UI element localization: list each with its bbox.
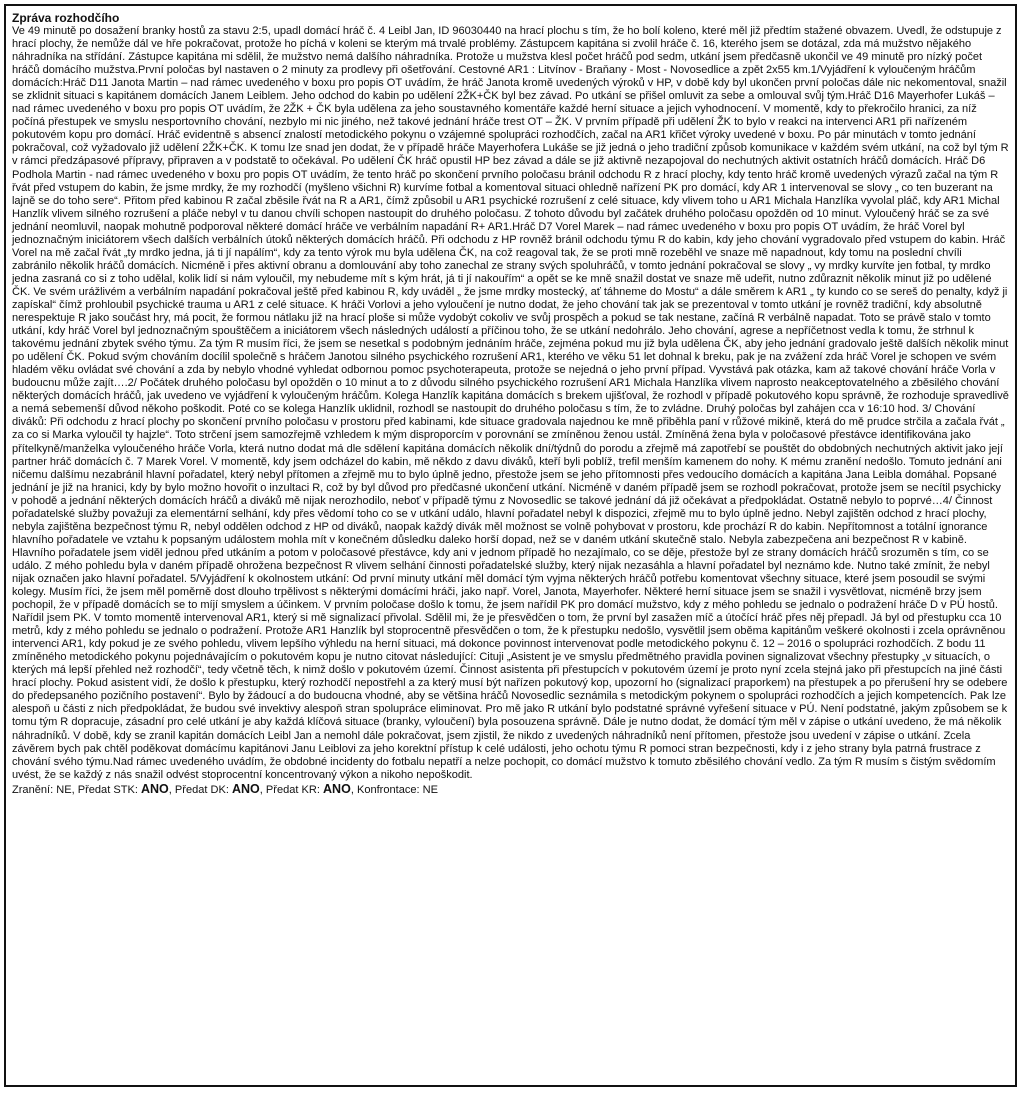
report-title: Zpráva rozhodčího — [12, 11, 120, 25]
stk-label: Předat STK: — [77, 783, 141, 796]
confrontation-value: NE — [422, 783, 439, 796]
separator: , — [168, 783, 175, 796]
injury-label: Zranění: — [12, 783, 57, 796]
confrontation-label: Konfrontace: — [356, 783, 423, 796]
report-body-text: Ve 49 minutě po dosažení branky hostů za stavu 2:5, upadl domácí hráč č. 4 Leibl Jan, ID 96030440 na hrací plochu s tím, že ho bolí koleno, které měl již předtím stažené obvazem. Uvedl, že odstupuje z hrací plochy, že nemůže dál ve hře pokračovat, protože ho píchá v koleni se kterým má trvalé problémy. Zástupcem kapitána si zvolil hráče č. 16, kterého jsem se dotázal, zda má mužstvo nějakého náhradníka na střídání. Zástupce kapitána mi sdělil, že mužstvo nemá dalšího náhradníka. Protože u mužstva klesl počet hráčů pod sedm, utkání jsem předčasně ukončil ve 49 minutě pro nízký počet hráčů domácího mužstva.První poločas byl nastaven o 2 minuty za prodlevy při ošetřování. Cestovné AR1 : Litvínov - Braňany - Most - Novosedlice a zpět 2x55 km.1/Vyjádření k vyloučeným hráčům domácích:Hráč D11 Janota Martin – nad rámec uvedeného v boxu pro popis OT uvádím, že hráč Janota kromě uvedených výroků v HP, v době kdy byl ukončen první poločas dále nic nekomentoval, snažil se zklidnit situaci s kapitánem domácích Janem Leiblem. Jeho odchod do kabin po udělení 2ŽK+ČK byl bez závad. Po utkání se přišel omluvit za sebe a omlouval svůj tým.Hráč D16 Mayerhofer Lukáš – nad rámec uvedeného v boxu pro popis OT uvádím, že 2ŽK + ČK byla udělena za jeho soustavného komentáře každé herní situace a jejich vyhodnocení. V momentě, kdy to překročilo hranici, za níž počíná přestupek ve smyslu nesportovního chování, nezbylo mi nic jiného, než takové jednání hráče trest OT – ŽK. V prvním případě při udělení ŽK to bylo v reakci na intervenci AR1 při nařízeném pokutovém kopu pro domácí. Hráč evidentně s absencí znalostí metodického pokynu o vzájemné spolupráci rozhodčích, začal na AR1 křičet výroky uvedené v boxu. Po pár minutách v tomto jednání pokračoval, což vyžadovalo již udělení 2ŽK+ČK. K tomu lze snad jen dodat, že v případě hráče Mayerhofera Lukáše se již jedná o jeho tradiční způsob komunikace v každém svém utkání, na což byl tým R v rámci předzápasové přípravy, připraven a v podstatě to očekával. Po udělení ČK hráč opustil HP bez závad a dále se již aktivně nezapojoval do nechutných aktivit ostatních hráčů domácích. Hráč D6 Podhola Martin - nad rámec uvedeného v boxu pro popis OT uvádím, že tento hráč po skončení prvního poločasu bránil odchodu R z hrací plochy, kdy tento hráč kromě uvedených výrazů začal na tým R řvát před vstupem do kabin, že jsme mrdky, že my rozhodčí (myšleno všichni R) kurvíme fotbal a komentoval situaci ohledně nařízení PK pro domácí, kdy AR 1 intervenoval se slovy „ co ten buzerant na lajně se do toho sere“. Přitom před kabinou R začal zběsile řvát na R a AR1, čímž způsobil u AR1 psychické rozrušení z celé situace, kdy vlivem toho u AR1 Michala Hanzlíka vyvolal pláč, kdy AR1 Michal Hanzlík vlivem silného rozrušení a pláče nebyl v tu danou chvíli schopen nastoupit do druhého poločasu. Z tohoto důvodu byl začátek druhého poločasu opožděn od 10 minut. Vyloučený hráč se za své jednání neomluvil, naopak mohutně podporoval některé domácí hráče ve verbálním napadání R+ AR1.Hráč D7 Vorel Marek – nad rámec uvedeného v boxu pro popis OT uvádím, že hráč Vorel byl jednoznačným iniciátorem všech dalších verbálních útoků některých domácích hráčů. Při odchodu z HP rovněž bránil odchodu týmu R do kabin, kdy jeho chování vygradovalo před vstupem do kabin. Hráč Vorel na mě začal řvát „ty mrdko jedna, já ti jí napálím“, kdy za tento výrok mu byla udělena ČK, na což reagoval tak, že se proti mně rozeběhl ve snaze mě napadnout, kdy tomu na poslední chvíli zabránilo několik hráčů domácích. Nicméně i přes aktivní obranu a domlouvání aby toho zanechal ze strany svých spoluhráčů, v tomto jednání pokračoval se slovy „ vy mrdky kurvíte jen fotbal, ty mrdko jedna zasraná co si z toho udělal, kolik lidí si nám vyloučil, my nebudeme mít s kým hrát, já ti jí nakouřím“ a opět se ke mně snažil dostat ve snaze mě udeřit, nutno zdůraznit několik minut již po udělené ČK. Ve svém urážlivém a verbálním napadání pokračoval ještě před kabinou R, kdy uváděl „ že jsme mrdky mostecký, ať táhneme do Mostu“ a dále směrem k AR1 „ ty kundo co se sereš do penalty, když ji zapískal“ čímž prohloubil psychické trauma u AR1 z celé situace. K hráči Vorlovi a jeho vyloučení je nutno dodat, že jeho chování tak jak se prezentoval v tomto utkání je rovněž tradiční, kdy absolutně nerespektuje R jako součást hry, má pocit, že formou nátlaku již na hrací ploše si může vydobýt cokoliv ve svůj prospěch a pokud se tak nestane, začíná R verbálně napadat. Toto se právě stalo v tomto utkání, kdy hráč Vorel byl jednoznačným spouštěčem a iniciátorem všech následných událostí a příčinou toho, že se utkání nedohrálo. Jeho chování, agrese a nepříčetnost vedla k tomu, že strhnul k takovému jednání zbytek svého týmu. Za tým R musím říci, že jsem se nesetkal s podobným jednáním hráče, zejména pokud mu již byla udělena ČK, aby jeho jednání gradovalo ještě dalších několik minut po udělení ČK. Pokud svým chováním docílil společně s hráčem Janotou silného psychického rozrušení AR1, kterého ve věku 51 let dohnal k breku, pak je na zvážení zda hráč Vorel je schopen ve svém hladém věku ovládat své chování a zda by nebylo vhodné vyhledat odbornou pomoc psychoterapeuta, protože se nejedná o jeho první případ. Vyvstává pak otázka, kam až takové chování hráče Vorla v budoucnu může zajít….2/ Počátek druhého poločasu byl opožděn o 10 minut a to z důvodu silného psychického rozrušení AR1 Michala Hanzlíka vlivem naprosto neakceptovatelného a zběsilého chování některých domácích hráčů, jak uvedeno ve vyjádření k vyloučeným hráčům. Kolega Hanzlík kapitána domácích s brekem ujišťoval, že rozhodl v případě pokutového kopu správně, že rozhoduje spravedlivě a nemá sebemenší důvod někoho poškodit. Poté co se kolega Hanzlík uklidnil, rozhodl se nastoupit do druhého poločasu s tím, že to zvládne. Druhý poločas byl zahájen cca v 16:10 hod. 3/ Chování diváků: Při odchodu z hrací plochy po skončení prvního poločasu v prostoru před kabinami, kde situace gradovala najednou ke mně přiběhla paní v růžové mikině, která do mě prudce strčila a začala řvát „ za co si Marka vyloučil ty hajzle“. Toto strčení jsem samozřejmě vzhledem k mým disproporcím v porovnání se zmíněnou ženou ustál. Zmíněná žena byla v poločasové přestávce identifikována jako přítelkyně/manželka vyloučeného hráče Vorla, která nutno dodat má dle sdělení kapitána domácích několik dní/týdnů do porodu a zřejmě má zapotřebí se pouštět do obdobných nechutných aktivit jako její partner hráč domácích č. 7 Marek Vorel. V momentě, kdy jsem odcházel do kabin, mě někdo z davu diváků, kteří byli poblíž, trefil menším kamenem do nohy. K mému zranění nedošlo. Tomuto jednání ani ničemu dalšímu nezabránil hlavní pořadatel, který nebyl přítomen a zřejmě mu to bylo úplně jedno, přestože jsem se jeho přítomnosti přes vedoucího domácích a kapitána Jana Leibla domáhal. Popsané jednání je již na hranici, kdy by bylo možno hovořit o inzultaci R, což by byl důvod pro předčasné ukončení utkání. Nicméně v daném případě jsem se rozhodl pokračovat, protože jsem se necítil psychicky v pohodě a jednání některých domácích hráčů a diváků mě nijak nerozhodilo, neboť v případě týmu z Novosedlic se takové jednání dá již očekávat a předpokládat. Ostatně nebylo to poprvé…4/ Činnost pořadatelské služby považuji za elementární selhání, kdy přes vědomí toho co se v utkání událo, hlavní pořadatel nebyl k dispozici, zřejmě mu to bylo úplně jedno. Nebyl zajištěn odchod z hrací plochy, nebyla zajištěna bezpečnost týmu R, nebyl oddělen odchod z HP od diváků, naopak každý divák měl možnost se volně pohybovat v prostoru, kde prochází R do kabin. Nepřítomnost a totální ignorance hlavního pořadatele ve vztahu k popsaným událostem mohla mít v konečném důsledku daleko horší dopad, než se v daném utkání skutečně stalo. Nebyla zabezpečena ani bezpečnost R v kabině. Hlavního pořadatele jsem viděl jednou před utkáním a potom v poločasové přestávce, kdy ani v jednom případě ho nezajímalo, co se děje, přestože byl ze strany domácích hráčů srozuměn s tím, co se událo. Z mého pohledu byla v daném případě ohrožena bezpečnost R vlivem selhání činnosti pořadatelské služby, který nijak nezasáhla a hlavní pořadatel byl neznámo kde. Nutno také zmínit, že nebyl nijak označen jako hlavní pořadatel. 5/Vyjádření k okolnostem utkání: Od první minuty utkání měl domácí tým vyjma některých hráčů potřebu komentovat všechny situace, které jsem posoudil se svými kolegy. Musím říci, že jsem měl poměrně dost dlouho trpělivost s některými domácími hráči, jako např. Vorel, Janota, Mayerhofer. Některé herní situace jsem se snažil i vysvětlovat, nicméně brzy jsem pochopil, že v případě domácích se to míjí smyslem a účinkem. V prvním poločase došlo k tomu, že jsem nařídil PK pro domácí mužstvo, kdy z mého pohledu se jednalo o podražení hráče D v PÚ hostů. Nařídil jsem PK. V tomto momentě intervenoval AR1, který si mě signalizací přivolal. Sdělil mi, že je přesvědčen o tom, že první byl zasažen míč a útočící hráč přes něj přepadl. Já byl od přestupku cca 10 metrů, kdy z mého pohledu se jednalo o podražení. Protože AR1 Hanzlík byl stoprocentně přesvědčen o tom, že k přestupku nedošlo, vysvětlil jsem oběma kapitánům veškeré okolnosti i zcela oprávněnou intervenci AR1, kdy pokud je ze svého pohledu, vlivem lepšího výhledu na herní situaci, má dokonce povinnost intervenovat podle metodického pokynu č. 12 – 2016 o spolupráci rozhodčích. Z bodu 11 zmíněného metodického pokynu pojednávajícím o pokutovém kopu je nutno citovat následující: Cituji „Asistent je ve smyslu předmětného pravidla povinen signalizovat všechny přestupky „v situacích, o kterých má lepší přehled než rozhodčí“, tedy včetně těch, k nimž došlo v pokutovém území. Činnost asistenta při přestupcích v pokutovém území je proto nyní zcela stejná jako při přestupcích na jiné části hrací plochy. Pokud asistent vidí, že došlo k přestupku, který rozhodčí nepostřehl a za který musí být nařízen pokutový kop, upozorní ho (signalizací praporkem) na přestupek a po přerušení hry se odebere do předepsaného pozičního postavení“. Bylo by žádoucí a do budoucna vhodné, aby se většina hráčů Novosedlic seznámila s metodickým pokynem o spolupráci rozhodčích a jejich kompetencích. Pak lze alespoň u části z nich předpokládat, že budou své invektivy alespoň stran spolupráce eliminovat. Pro mě jako R utkání bylo podstatné správné vyřešení situace v PÚ. Není podstatné, jakým způsobem se k tomu tým R dopracuje, zásadní pro celé utkání je aby každá klíčová situace (branky, vyloučení) byla posouzena správně. Dále je nutno dodat, že domácí tým měl v zápise o utkání uvedeno, že má několik náhradníků. V době, kdy se zranil kapitán domácích Leibl Jan a nemohl dále pokračovat, jsem zjistil, že nikdo z uvedených náhradníků není přítomen, přestože jsou uvedení v zápise o utkání. Zcela závěrem bych pak chtěl poděkovat domácímu kapitánovi Janu Leiblovi za jeho korektní přístup k celé události, jeho ochotu týmu R pomoci stran bezpečnosti, kdy i z jeho strany byla patrná frustrace z chování svého týmu.Nad rámec uvedeného uvádím, že obdobné incidenty do fotbalu nepatří a nelze pochopit, co domácí mužstvo k tomuto zběsilého chování vedlo. Za tým R musím s čistým svědomím uvést, že se každý z nás snažil odvést stoprocentní koncentrovaný výkon a nikoho nepoškodit. — [12, 25, 1009, 781]
injury-value: NE — [56, 783, 72, 796]
separator: , — [350, 783, 357, 796]
stk-value: ANO — [140, 781, 169, 796]
report-footer — [12, 782, 1009, 797]
kr-value: ANO — [323, 781, 351, 796]
dk-label: Předat DK: — [174, 783, 232, 796]
report-body — [12, 25, 1009, 782]
referee-report-box — [4, 4, 1017, 1087]
separator: , — [71, 783, 78, 796]
dk-value: ANO — [232, 781, 260, 796]
separator: , — [259, 783, 266, 796]
kr-label: Předat KR: — [265, 783, 324, 796]
